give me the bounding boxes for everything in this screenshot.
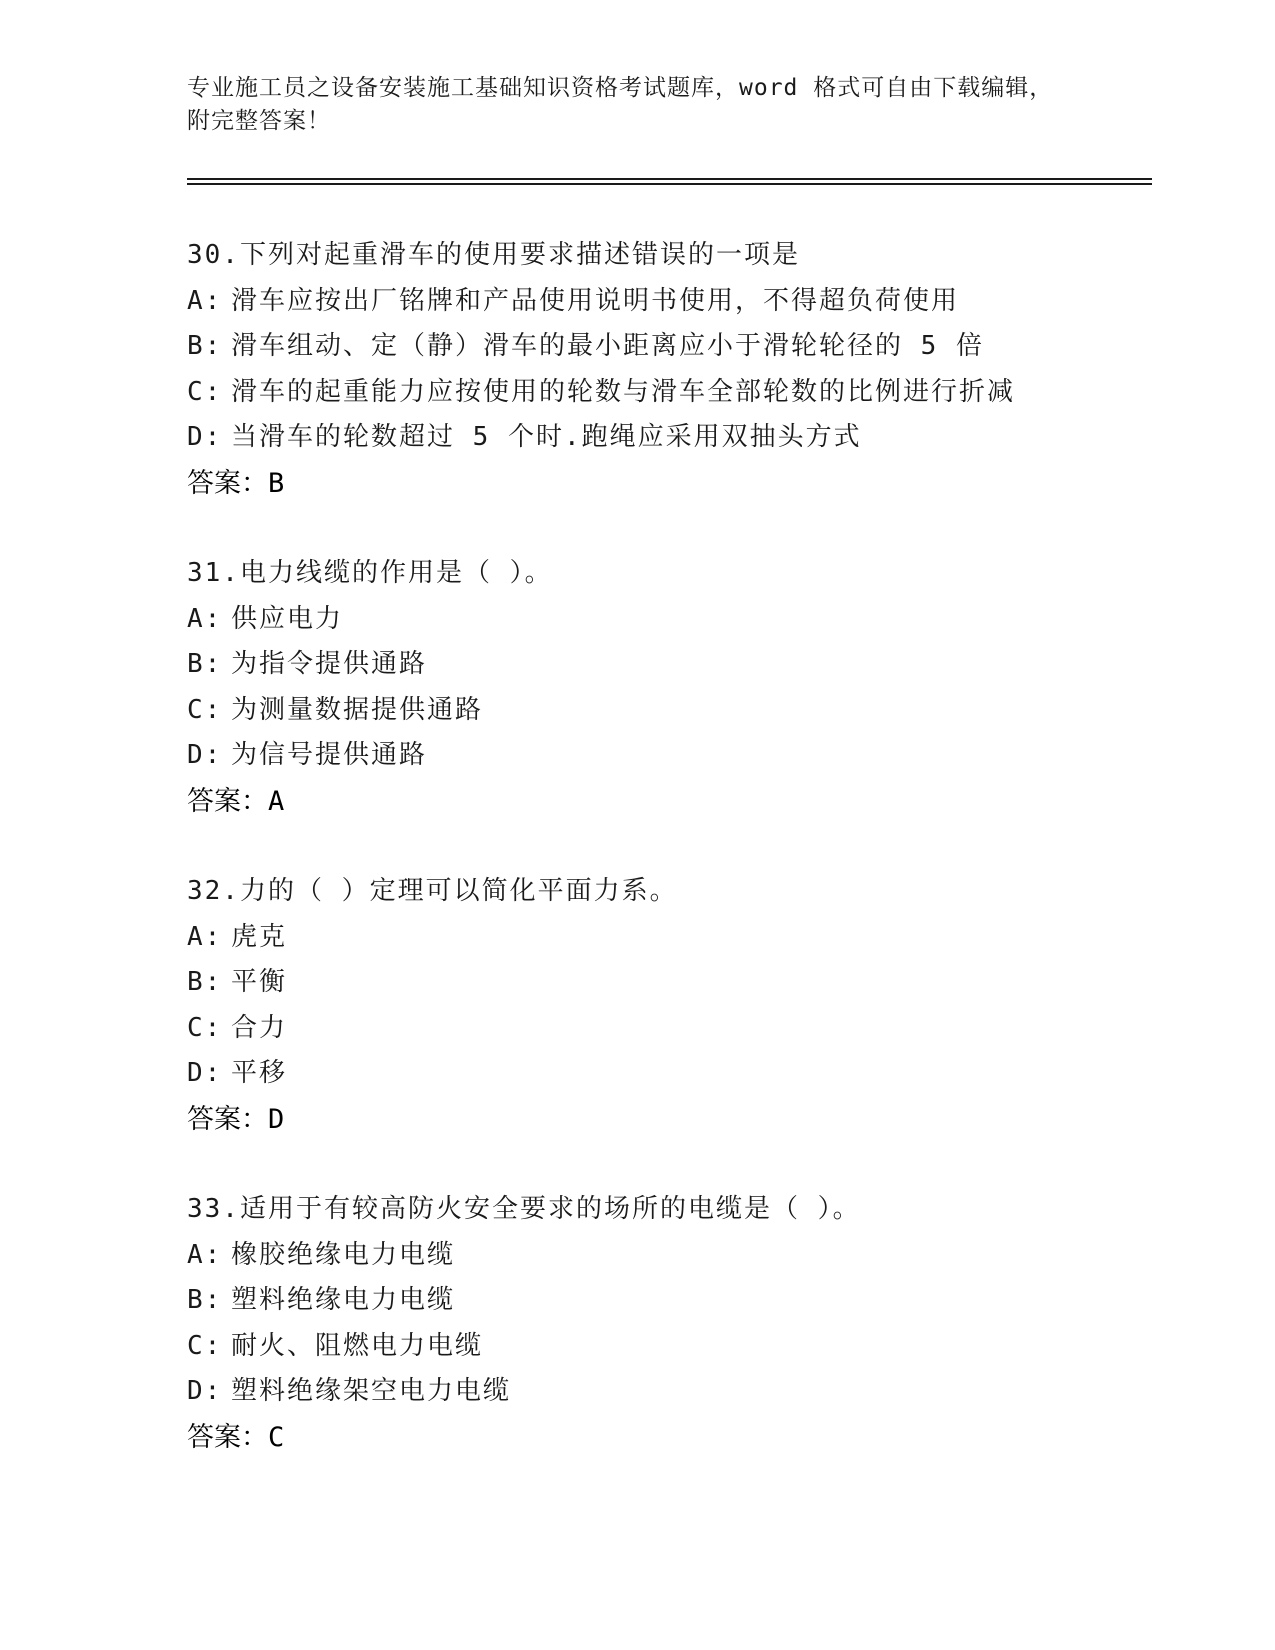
answer-line bbox=[187, 779, 1147, 825]
option-text: 塑料绝缘电力电缆 bbox=[231, 1285, 456, 1315]
option-text: 平衡 bbox=[231, 967, 288, 997]
option-letter: A: bbox=[187, 603, 223, 634]
option-text: 耐火、阻燃电力电缆 bbox=[231, 1330, 484, 1361]
option-text: 滑车的起重能力应按使用的轮数与滑车全部轮数的比例进行折减 bbox=[231, 376, 1016, 407]
option-text: 塑料绝缘架空电力电缆 bbox=[231, 1376, 512, 1406]
question-stem: 31.电力线缆的作用是（ ）。 bbox=[187, 558, 553, 588]
option-c bbox=[187, 688, 1147, 734]
answer-label: 答案： bbox=[187, 785, 268, 817]
question-33 bbox=[187, 1187, 1147, 1460]
option-text: 为信号提供通路 bbox=[231, 740, 428, 770]
option-text: 为指令提供通路 bbox=[231, 649, 428, 679]
option-d bbox=[187, 733, 1147, 779]
option-text: 平移 bbox=[231, 1058, 288, 1088]
option-c bbox=[187, 1324, 1147, 1370]
option-letter: A: bbox=[187, 285, 223, 316]
answer-label: 答案： bbox=[187, 467, 268, 499]
option-letter: D: bbox=[187, 1058, 223, 1088]
option-text: 滑车组动、定（静）滑车的最小距离应小于滑轮轮径的 5 倍 bbox=[231, 331, 984, 361]
option-letter: D: bbox=[187, 422, 223, 452]
option-text: 虎克 bbox=[231, 921, 288, 952]
answer-label: 答案： bbox=[187, 1421, 268, 1453]
option-letter: C: bbox=[187, 376, 223, 407]
option-text: 滑车应按出厂铭牌和产品使用说明书使用，不得超负荷使用 bbox=[231, 285, 960, 316]
answer-line bbox=[187, 1415, 1147, 1461]
option-text: 合力 bbox=[231, 1012, 288, 1043]
header-divider-bottom bbox=[187, 183, 1152, 185]
option-c bbox=[187, 370, 1147, 416]
header-line-1: 专业施工员之设备安装施工基础知识资格考试题库，word 格式可自由下载编辑， bbox=[187, 75, 1054, 101]
option-text: 橡胶绝缘电力电缆 bbox=[231, 1239, 456, 1270]
option-letter: B: bbox=[187, 967, 223, 997]
option-letter: A: bbox=[187, 921, 223, 952]
question-32 bbox=[187, 869, 1147, 1142]
option-letter: D: bbox=[187, 1376, 223, 1406]
option-d bbox=[187, 415, 1147, 461]
answer-line bbox=[187, 1097, 1147, 1143]
option-letter: A: bbox=[187, 1239, 223, 1270]
answer-label: 答案： bbox=[187, 1103, 268, 1135]
option-letter: B: bbox=[187, 649, 223, 679]
option-letter: D: bbox=[187, 740, 223, 770]
option-letter: C: bbox=[187, 1012, 223, 1043]
option-letter: C: bbox=[187, 1330, 223, 1361]
option-b bbox=[187, 1278, 1147, 1324]
option-text: 当滑车的轮数超过 5 个时.跑绳应采用双抽头方式 bbox=[231, 422, 862, 452]
option-letter: B: bbox=[187, 1285, 223, 1315]
question-list bbox=[187, 233, 1147, 1505]
question-30 bbox=[187, 233, 1147, 506]
answer-value: B bbox=[268, 467, 285, 499]
option-d bbox=[187, 1369, 1147, 1415]
option-letter: C: bbox=[187, 694, 223, 725]
answer-value: A bbox=[268, 785, 285, 817]
option-b bbox=[187, 324, 1147, 370]
question-stem: 33.适用于有较高防火安全要求的场所的电缆是（ ）。 bbox=[187, 1194, 861, 1224]
option-text: 为测量数据提供通路 bbox=[231, 694, 484, 725]
answer-line bbox=[187, 461, 1147, 507]
question-stem: 30.下列对起重滑车的使用要求描述错误的一项是 bbox=[187, 240, 800, 270]
question-31 bbox=[187, 551, 1147, 824]
question-stem: 32.力的（ ）定理可以简化平面力系。 bbox=[187, 876, 678, 906]
answer-value: D bbox=[268, 1103, 285, 1135]
answer-value: C bbox=[268, 1421, 285, 1453]
option-d bbox=[187, 1051, 1147, 1097]
header-divider-top bbox=[187, 178, 1152, 180]
option-a bbox=[187, 1233, 1147, 1279]
option-a bbox=[187, 279, 1147, 325]
option-b bbox=[187, 960, 1147, 1006]
header-line-2: 附完整答案！ bbox=[187, 108, 331, 134]
option-letter: B: bbox=[187, 331, 223, 361]
option-a bbox=[187, 915, 1147, 961]
option-c bbox=[187, 1006, 1147, 1052]
option-a bbox=[187, 597, 1147, 643]
document-header bbox=[187, 72, 1087, 138]
option-b bbox=[187, 642, 1147, 688]
option-text: 供应电力 bbox=[231, 603, 344, 634]
